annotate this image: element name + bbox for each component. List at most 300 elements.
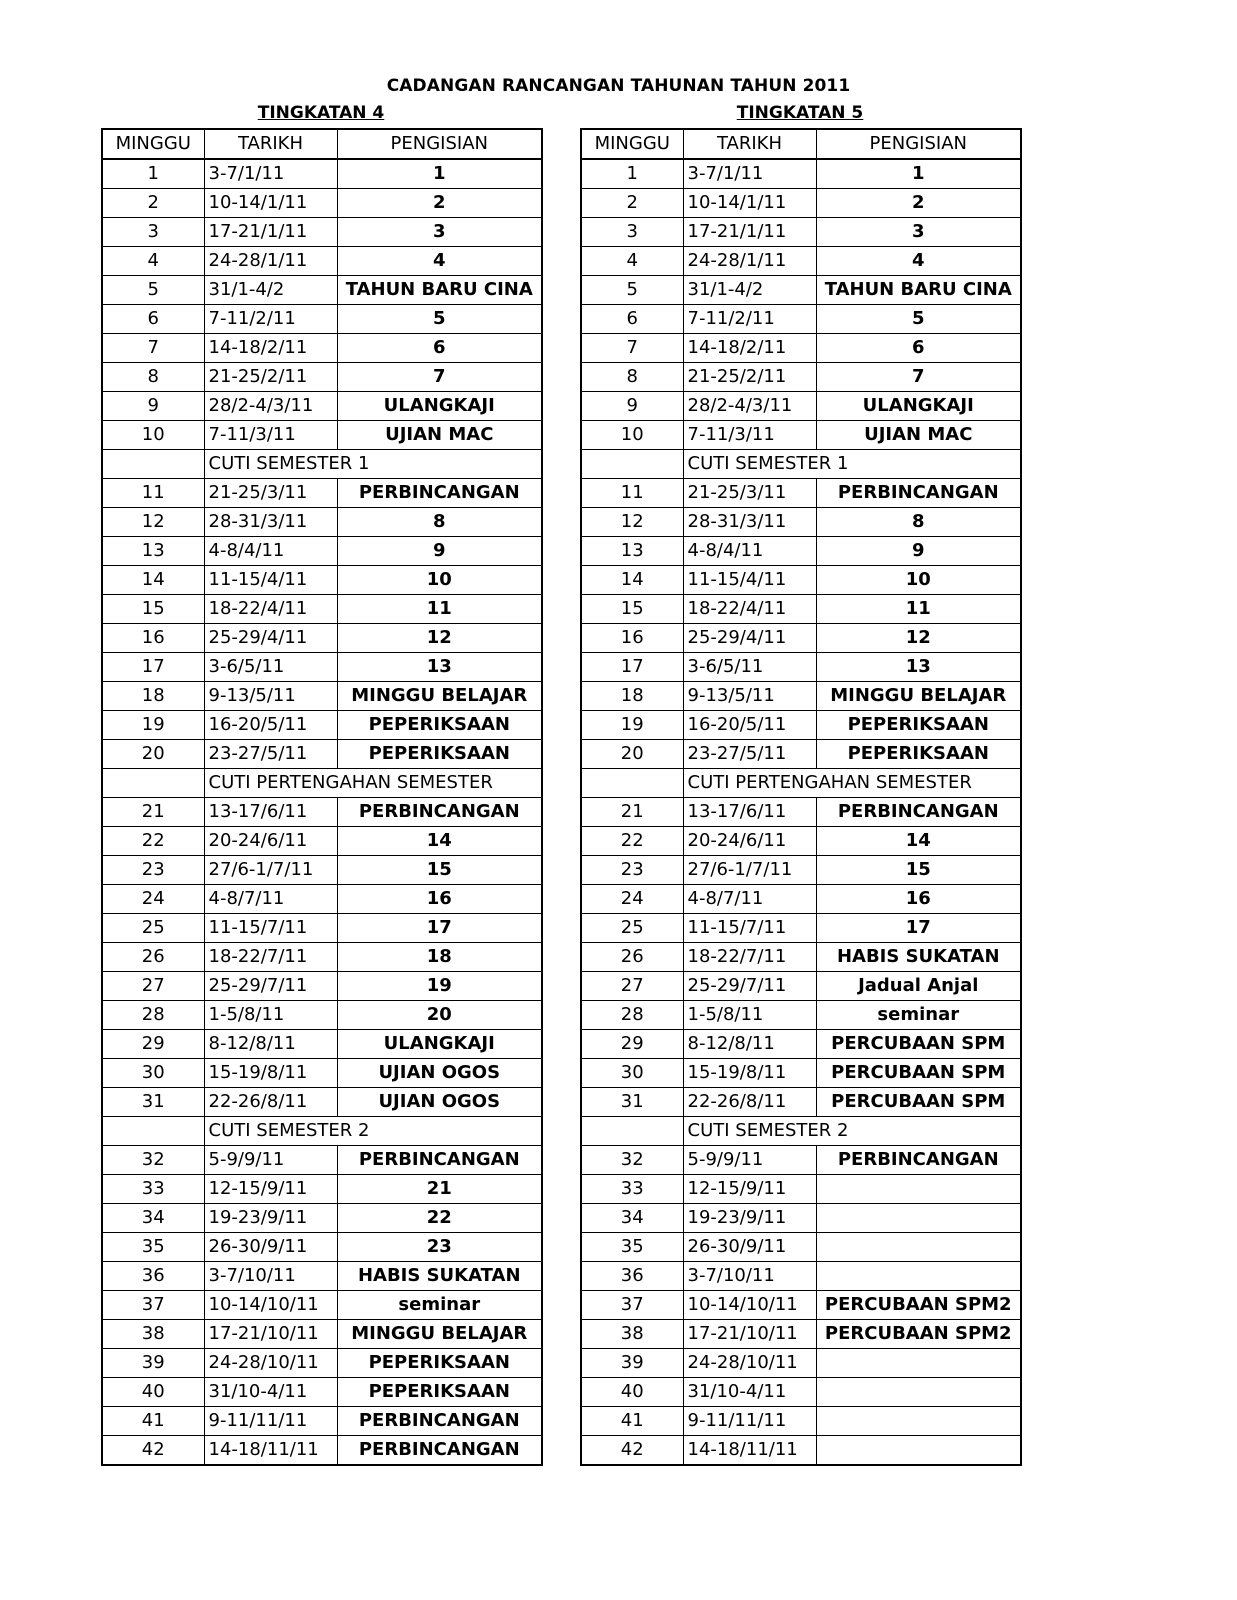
content-cell: seminar	[816, 1001, 1021, 1030]
date-cell: 10-14/10/11	[204, 1291, 337, 1320]
week-cell: 12	[102, 508, 204, 537]
week-cell: 15	[581, 595, 683, 624]
date-cell: 9-11/11/11	[683, 1407, 816, 1436]
content-cell	[816, 1175, 1021, 1204]
week-cell: 24	[102, 885, 204, 914]
date-cell: 11-15/7/11	[204, 914, 337, 943]
table-row	[102, 1175, 542, 1204]
date-cell: 11-15/4/11	[204, 566, 337, 595]
week-cell: 5	[581, 276, 683, 305]
week-cell: 10	[581, 421, 683, 450]
content-cell: PERBINCANGAN	[816, 479, 1021, 508]
table-row	[102, 682, 542, 711]
table-row	[102, 595, 542, 624]
content-cell: ULANGKAJI	[337, 1030, 542, 1059]
content-cell: HABIS SUKATAN	[337, 1262, 542, 1291]
date-cell: 9-13/5/11	[204, 682, 337, 711]
content-cell	[816, 1204, 1021, 1233]
week-cell: 27	[581, 972, 683, 1001]
content-cell: 15	[337, 856, 542, 885]
week-cell: 36	[102, 1262, 204, 1291]
table-row	[102, 856, 542, 885]
table-row	[581, 1059, 1021, 1088]
content-cell: 14	[337, 827, 542, 856]
week-cell: 17	[581, 653, 683, 682]
table-row	[102, 624, 542, 653]
table-row	[581, 334, 1021, 363]
week-cell: 11	[581, 479, 683, 508]
date-cell: 31/10-4/11	[683, 1378, 816, 1407]
table-row	[102, 421, 542, 450]
week-cell: 41	[581, 1407, 683, 1436]
week-cell: 18	[581, 682, 683, 711]
date-cell: 5-9/9/11	[683, 1146, 816, 1175]
table-row	[102, 334, 542, 363]
week-cell: 13	[581, 537, 683, 566]
week-cell: 33	[581, 1175, 683, 1204]
table-header-row	[102, 129, 542, 159]
content-cell	[816, 1407, 1021, 1436]
date-cell: 14-18/11/11	[204, 1436, 337, 1466]
date-cell: 7-11/3/11	[204, 421, 337, 450]
content-cell: 1	[816, 159, 1021, 189]
table-row	[581, 1349, 1021, 1378]
date-cell: 12-15/9/11	[683, 1175, 816, 1204]
week-cell: 20	[581, 740, 683, 769]
holiday-label: CUTI SEMESTER 1	[683, 450, 1021, 479]
week-cell: 8	[581, 363, 683, 392]
content-cell: 10	[337, 566, 542, 595]
week-cell: 3	[581, 218, 683, 247]
date-cell: 4-8/7/11	[204, 885, 337, 914]
date-cell: 28-31/3/11	[683, 508, 816, 537]
week-cell: 40	[581, 1378, 683, 1407]
date-cell: 24-28/1/11	[683, 247, 816, 276]
week-cell: 9	[102, 392, 204, 421]
week-cell: 2	[581, 189, 683, 218]
date-cell: 4-8/4/11	[683, 537, 816, 566]
table-row	[581, 508, 1021, 537]
table-row	[581, 943, 1021, 972]
date-cell: 24-28/10/11	[683, 1349, 816, 1378]
date-cell: 23-27/5/11	[683, 740, 816, 769]
date-cell: 23-27/5/11	[204, 740, 337, 769]
date-cell: 22-26/8/11	[204, 1088, 337, 1117]
week-cell: 11	[102, 479, 204, 508]
week-cell: 17	[102, 653, 204, 682]
date-cell: 9-13/5/11	[683, 682, 816, 711]
table-row	[102, 218, 542, 247]
date-cell: 28/2-4/3/11	[683, 392, 816, 421]
table-row	[102, 1233, 542, 1262]
week-cell: 39	[102, 1349, 204, 1378]
week-cell: 37	[102, 1291, 204, 1320]
content-cell: 20	[337, 1001, 542, 1030]
table-row	[581, 479, 1021, 508]
table-row	[581, 653, 1021, 682]
content-cell: 17	[337, 914, 542, 943]
date-cell: 10-14/1/11	[683, 189, 816, 218]
content-cell: PERBINCANGAN	[337, 1407, 542, 1436]
date-cell: 31/10-4/11	[204, 1378, 337, 1407]
date-cell: 25-29/4/11	[204, 624, 337, 653]
table-row	[102, 159, 542, 189]
date-cell: 31/1-4/2	[683, 276, 816, 305]
table-row	[581, 827, 1021, 856]
holiday-week-cell	[102, 450, 204, 479]
week-cell: 12	[581, 508, 683, 537]
date-cell: 25-29/4/11	[683, 624, 816, 653]
content-cell: PEPERIKSAAN	[337, 711, 542, 740]
date-cell: 25-29/7/11	[204, 972, 337, 1001]
table-row	[581, 711, 1021, 740]
week-cell: 16	[581, 624, 683, 653]
week-cell: 9	[581, 392, 683, 421]
date-cell: 17-21/10/11	[204, 1320, 337, 1349]
table-row	[102, 1349, 542, 1378]
table-row	[102, 479, 542, 508]
content-cell: HABIS SUKATAN	[816, 943, 1021, 972]
content-cell: 16	[816, 885, 1021, 914]
week-cell: 38	[102, 1320, 204, 1349]
content-cell: PERBINCANGAN	[337, 1146, 542, 1175]
holiday-row	[581, 769, 1021, 798]
week-cell: 39	[581, 1349, 683, 1378]
date-cell: 11-15/7/11	[683, 914, 816, 943]
content-cell: 9	[816, 537, 1021, 566]
table-row	[102, 1262, 542, 1291]
date-cell: 8-12/8/11	[683, 1030, 816, 1059]
date-cell: 17-21/1/11	[683, 218, 816, 247]
date-cell: 3-6/5/11	[683, 653, 816, 682]
table-row	[102, 798, 542, 827]
content-cell	[816, 1349, 1021, 1378]
date-cell: 27/6-1/7/11	[204, 856, 337, 885]
content-cell: MINGGU BELAJAR	[337, 682, 542, 711]
content-cell: TAHUN BARU CINA	[337, 276, 542, 305]
week-cell: 10	[102, 421, 204, 450]
table-row	[102, 566, 542, 595]
week-cell: 15	[102, 595, 204, 624]
table-row	[581, 247, 1021, 276]
content-cell: PERCUBAAN SPM	[816, 1030, 1021, 1059]
header-content: PENGISIAN	[816, 129, 1021, 159]
table-row	[581, 392, 1021, 421]
date-cell: 7-11/2/11	[204, 305, 337, 334]
holiday-label: CUTI SEMESTER 2	[683, 1117, 1021, 1146]
week-cell: 34	[102, 1204, 204, 1233]
week-cell: 6	[102, 305, 204, 334]
date-cell: 28/2-4/3/11	[204, 392, 337, 421]
holiday-label: CUTI SEMESTER 2	[204, 1117, 542, 1146]
table-row	[581, 624, 1021, 653]
table-row	[102, 943, 542, 972]
content-cell: 21	[337, 1175, 542, 1204]
content-cell: 23	[337, 1233, 542, 1262]
content-cell: 4	[337, 247, 542, 276]
header-week: MINGGU	[581, 129, 683, 159]
table-row	[581, 885, 1021, 914]
content-cell: 14	[816, 827, 1021, 856]
content-cell: 5	[337, 305, 542, 334]
content-cell: PERBINCANGAN	[337, 479, 542, 508]
content-cell: 18	[337, 943, 542, 972]
week-cell: 25	[102, 914, 204, 943]
table-row	[581, 305, 1021, 334]
table-row	[102, 1407, 542, 1436]
content-cell: PERCUBAAN SPM2	[816, 1291, 1021, 1320]
table-row	[102, 1378, 542, 1407]
content-cell	[816, 1378, 1021, 1407]
table-row	[581, 595, 1021, 624]
date-cell: 20-24/6/11	[683, 827, 816, 856]
header-date: TARIKH	[683, 129, 816, 159]
table-row	[102, 653, 542, 682]
date-cell: 21-25/2/11	[683, 363, 816, 392]
content-cell: PERCUBAAN SPM	[816, 1059, 1021, 1088]
content-cell: PERBINCANGAN	[337, 1436, 542, 1466]
week-cell: 14	[581, 566, 683, 595]
holiday-row	[102, 450, 542, 479]
table-row	[102, 508, 542, 537]
date-cell: 14-18/2/11	[683, 334, 816, 363]
date-cell: 4-8/7/11	[683, 885, 816, 914]
table-row	[102, 305, 542, 334]
week-cell: 42	[102, 1436, 204, 1466]
holiday-row	[581, 1117, 1021, 1146]
content-cell: UJIAN OGOS	[337, 1088, 542, 1117]
content-cell: 16	[337, 885, 542, 914]
content-cell: 2	[337, 189, 542, 218]
date-cell: 8-12/8/11	[204, 1030, 337, 1059]
content-cell: 11	[337, 595, 542, 624]
content-cell: 10	[816, 566, 1021, 595]
week-cell: 7	[102, 334, 204, 363]
content-cell: PERBINCANGAN	[816, 1146, 1021, 1175]
week-cell: 20	[102, 740, 204, 769]
table-row	[102, 1001, 542, 1030]
table-row	[581, 1291, 1021, 1320]
date-cell: 16-20/5/11	[204, 711, 337, 740]
week-cell: 28	[102, 1001, 204, 1030]
content-cell: PEPERIKSAAN	[816, 711, 1021, 740]
table-row	[581, 972, 1021, 1001]
table-row	[581, 798, 1021, 827]
week-cell: 29	[581, 1030, 683, 1059]
date-cell: 19-23/9/11	[204, 1204, 337, 1233]
content-cell: 6	[816, 334, 1021, 363]
table-row	[581, 682, 1021, 711]
table-row	[581, 1204, 1021, 1233]
week-cell: 35	[102, 1233, 204, 1262]
form4-schedule-table	[101, 128, 543, 1466]
holiday-week-cell	[102, 769, 204, 798]
week-cell: 1	[581, 159, 683, 189]
date-cell: 7-11/3/11	[683, 421, 816, 450]
week-cell: 28	[581, 1001, 683, 1030]
week-cell: 33	[102, 1175, 204, 1204]
date-cell: 13-17/6/11	[204, 798, 337, 827]
week-cell: 13	[102, 537, 204, 566]
week-cell: 19	[102, 711, 204, 740]
header-content: PENGISIAN	[337, 129, 542, 159]
content-cell: 7	[816, 363, 1021, 392]
week-cell: 38	[581, 1320, 683, 1349]
date-cell: 3-7/10/11	[204, 1262, 337, 1291]
date-cell: 21-25/2/11	[204, 363, 337, 392]
week-cell: 29	[102, 1030, 204, 1059]
table-row	[102, 1436, 542, 1466]
date-cell: 16-20/5/11	[683, 711, 816, 740]
week-cell: 6	[581, 305, 683, 334]
week-cell: 2	[102, 189, 204, 218]
table-row	[581, 1001, 1021, 1030]
week-cell: 30	[581, 1059, 683, 1088]
content-cell: Jadual Anjal	[816, 972, 1021, 1001]
table-row	[102, 885, 542, 914]
table-row	[102, 1204, 542, 1233]
date-cell: 22-26/8/11	[683, 1088, 816, 1117]
week-cell: 41	[102, 1407, 204, 1436]
content-cell: ULANGKAJI	[337, 392, 542, 421]
date-cell: 17-21/10/11	[683, 1320, 816, 1349]
week-cell: 40	[102, 1378, 204, 1407]
week-cell: 37	[581, 1291, 683, 1320]
holiday-week-cell	[102, 1117, 204, 1146]
holiday-label: CUTI PERTENGAHAN SEMESTER	[683, 769, 1021, 798]
form5-heading: TINGKATAN 5	[736, 103, 864, 123]
content-cell: PEPERIKSAAN	[337, 1378, 542, 1407]
table-row	[581, 1146, 1021, 1175]
date-cell: 17-21/1/11	[204, 218, 337, 247]
date-cell: 10-14/1/11	[204, 189, 337, 218]
content-cell: 22	[337, 1204, 542, 1233]
week-cell: 23	[102, 856, 204, 885]
date-cell: 18-22/4/11	[204, 595, 337, 624]
week-cell: 8	[102, 363, 204, 392]
table-row	[102, 914, 542, 943]
content-cell: 12	[337, 624, 542, 653]
table-row	[102, 1059, 542, 1088]
table-row	[102, 363, 542, 392]
week-cell: 42	[581, 1436, 683, 1466]
content-cell	[816, 1233, 1021, 1262]
holiday-label: CUTI SEMESTER 1	[204, 450, 542, 479]
header-week: MINGGU	[102, 129, 204, 159]
content-cell: 9	[337, 537, 542, 566]
table-row	[102, 189, 542, 218]
content-cell: 13	[816, 653, 1021, 682]
content-cell: 2	[816, 189, 1021, 218]
date-cell: 15-19/8/11	[204, 1059, 337, 1088]
content-cell: 6	[337, 334, 542, 363]
date-cell: 9-11/11/11	[204, 1407, 337, 1436]
week-cell: 19	[581, 711, 683, 740]
week-cell: 21	[102, 798, 204, 827]
table-row	[102, 1146, 542, 1175]
content-cell: PERCUBAAN SPM2	[816, 1320, 1021, 1349]
week-cell: 5	[102, 276, 204, 305]
table-row	[581, 159, 1021, 189]
date-cell: 1-5/8/11	[683, 1001, 816, 1030]
table-row	[581, 1088, 1021, 1117]
date-cell: 7-11/2/11	[683, 305, 816, 334]
week-cell: 36	[581, 1262, 683, 1291]
week-cell: 24	[581, 885, 683, 914]
date-cell: 26-30/9/11	[683, 1233, 816, 1262]
date-cell: 26-30/9/11	[204, 1233, 337, 1262]
week-cell: 26	[581, 943, 683, 972]
date-cell: 13-17/6/11	[683, 798, 816, 827]
table-row	[102, 392, 542, 421]
table-row	[581, 1233, 1021, 1262]
content-cell: PERBINCANGAN	[816, 798, 1021, 827]
date-cell: 25-29/7/11	[683, 972, 816, 1001]
content-cell: 19	[337, 972, 542, 1001]
table-row	[581, 276, 1021, 305]
table-row	[581, 856, 1021, 885]
week-cell: 26	[102, 943, 204, 972]
content-cell: 13	[337, 653, 542, 682]
table-row	[102, 1320, 542, 1349]
content-cell: 5	[816, 305, 1021, 334]
date-cell: 10-14/10/11	[683, 1291, 816, 1320]
week-cell: 30	[102, 1059, 204, 1088]
holiday-week-cell	[581, 769, 683, 798]
table-header-row	[581, 129, 1021, 159]
date-cell: 4-8/4/11	[204, 537, 337, 566]
content-cell: 8	[816, 508, 1021, 537]
week-cell: 31	[581, 1088, 683, 1117]
content-cell	[816, 1262, 1021, 1291]
content-cell: 3	[337, 218, 542, 247]
week-cell: 25	[581, 914, 683, 943]
page-title: CADANGAN RANCANGAN TAHUNAN TAHUN 2011	[386, 76, 851, 96]
week-cell: 4	[102, 247, 204, 276]
holiday-label: CUTI PERTENGAHAN SEMESTER	[204, 769, 542, 798]
date-cell: 12-15/9/11	[204, 1175, 337, 1204]
table-row	[581, 1436, 1021, 1466]
table-row	[102, 827, 542, 856]
form4-heading: TINGKATAN 4	[257, 103, 385, 123]
week-cell: 34	[581, 1204, 683, 1233]
date-cell: 21-25/3/11	[683, 479, 816, 508]
week-cell: 22	[102, 827, 204, 856]
table-row	[581, 1175, 1021, 1204]
date-cell: 24-28/1/11	[204, 247, 337, 276]
holiday-row	[102, 1117, 542, 1146]
content-cell: TAHUN BARU CINA	[816, 276, 1021, 305]
table-row	[581, 1030, 1021, 1059]
week-cell: 23	[581, 856, 683, 885]
table-row	[581, 1407, 1021, 1436]
date-cell: 24-28/10/11	[204, 1349, 337, 1378]
date-cell: 5-9/9/11	[204, 1146, 337, 1175]
week-cell: 32	[102, 1146, 204, 1175]
content-cell: 8	[337, 508, 542, 537]
content-cell: UJIAN OGOS	[337, 1059, 542, 1088]
date-cell: 15-19/8/11	[683, 1059, 816, 1088]
form4-rows	[102, 159, 542, 1465]
week-cell: 27	[102, 972, 204, 1001]
week-cell: 4	[581, 247, 683, 276]
content-cell: 7	[337, 363, 542, 392]
week-cell: 21	[581, 798, 683, 827]
content-cell: PEPERIKSAAN	[337, 740, 542, 769]
date-cell: 20-24/6/11	[204, 827, 337, 856]
date-cell: 18-22/7/11	[683, 943, 816, 972]
content-cell: MINGGU BELAJAR	[816, 682, 1021, 711]
